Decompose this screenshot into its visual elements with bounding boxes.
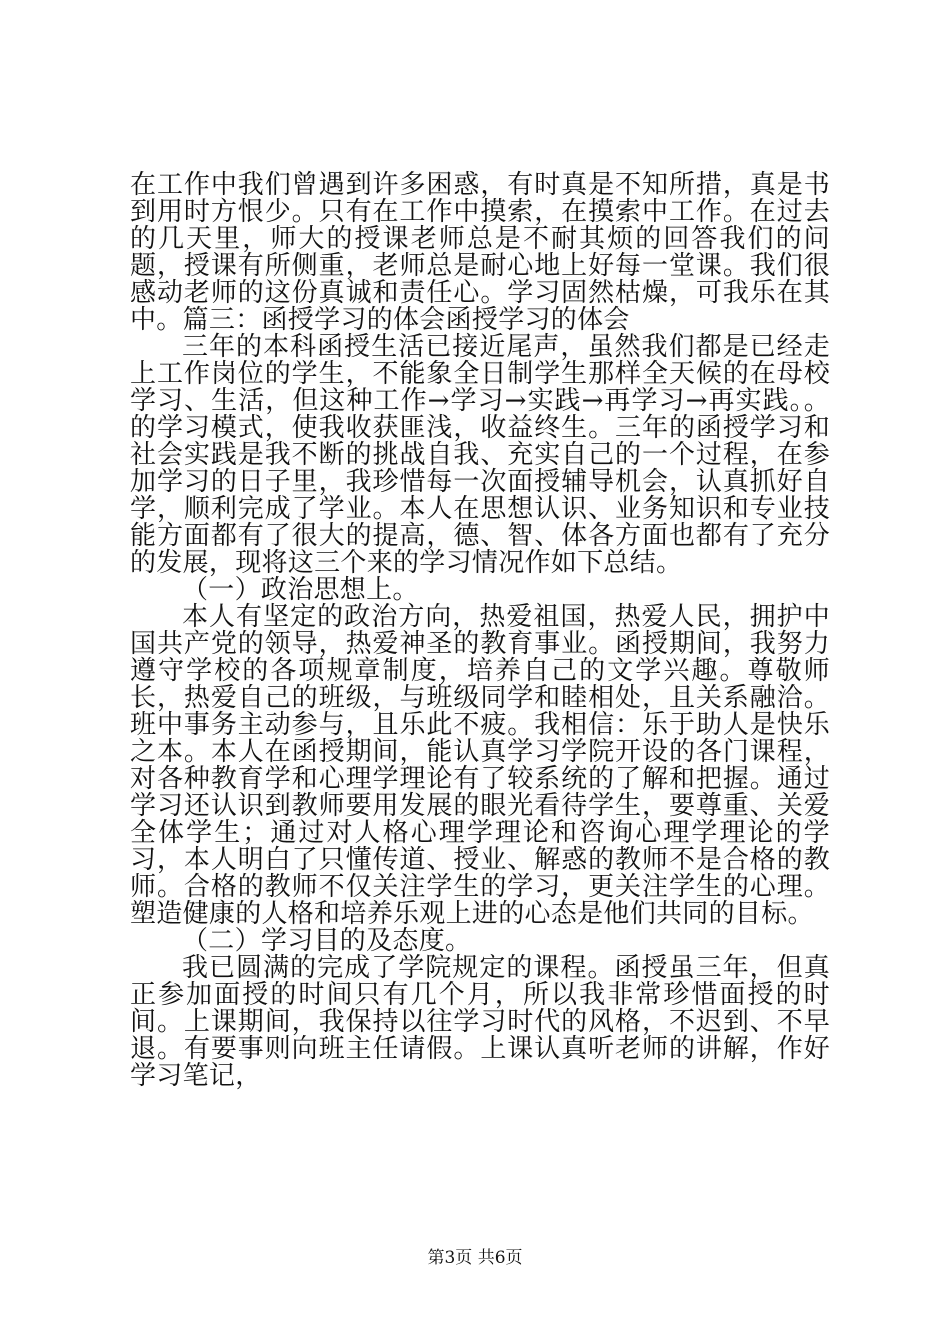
document-body: [130, 172, 830, 1090]
section-heading-study-attitude: （二）学习目的及态度。: [182, 926, 472, 956]
paragraph-political: 本人有坚定的政治方向，热爱祖国，热爱人民，拥护中国共产党的领导，热爱神圣的教育事业。函授期间，我努力遵守学校的各项规章制度，培养自己的文学兴趣。尊敬师长，热爱自己的班级，与班级同学和睦相处，且关系融洽。班中事务主动参与，且乐此不疲。我相信：乐于助人是快乐之本。本人在函授期间，能认真学习学院开设的各门课程，对各种教育学和心理学理论有了较系统的了解和把握。通过学习还认识到教师要用发展的眼光看待学生，要尊重、关爱全体学生；通过对人格心理学理论和咨询心理学理论的学习，本人明白了只懂传道、授业、解惑的教师不是合格的教师。合格的教师不仅关注学生的学习，更关注学生的心理。塑造健康的人格和培养乐观上进的心态是他们共同的目标。: [130, 602, 830, 929]
paragraph-study-attitude: 我已圆满的完成了学院规定的课程。函授虽三年，但真正参加面授的时间只有几个月，所以我非常珍惜面授的时间。上课期间，我保持以往学习时代的风格，不迟到、不早退。有要事则向班主任请假。上课认真听老师的讲解，作好学习笔记，: [130, 953, 830, 1091]
paragraph-continuation: 在工作中我们曾遇到许多困惑，有时真是不知所措，真是书到用时方恨少。只有在工作中摸索，在摸索中工作。在过去的几天里，师大的授课老师总是不耐其烦的回答我们的问题，授课有所侧重，老师总是耐心地上好每一堂课。我们很感动老师的这份真诚和责任心。学习固然枯燥，可我乐在其中。篇三：函授学习的体会函授学习的体会: [130, 170, 830, 335]
section-heading-political: （一）政治思想上。: [182, 575, 419, 605]
page-number-footer: 第3页 共6页: [427, 1248, 523, 1268]
paragraph-summary-intro: 三年的本科函授生活已接近尾声，虽然我们都是已经走上工作岗位的学生，不能象全日制学生那样全天候的在母校学习、生活，但这种工作→学习→实践→再学习→再实践。。的学习模式，使我收获匪浅，收益终生。三年的函授学习和社会实践是我不断的挑战自我、充实自己的一个过程，在参加学习的日子里，我珍惜每一次面授辅导机会，认真抓好自学，顺利完成了学业。本人在思想认识、业务知识和专业技能方面都有了很大的提高，德、智、体各方面也都有了充分的发展，现将这三个来的学习情况作如下总结。: [130, 332, 830, 578]
